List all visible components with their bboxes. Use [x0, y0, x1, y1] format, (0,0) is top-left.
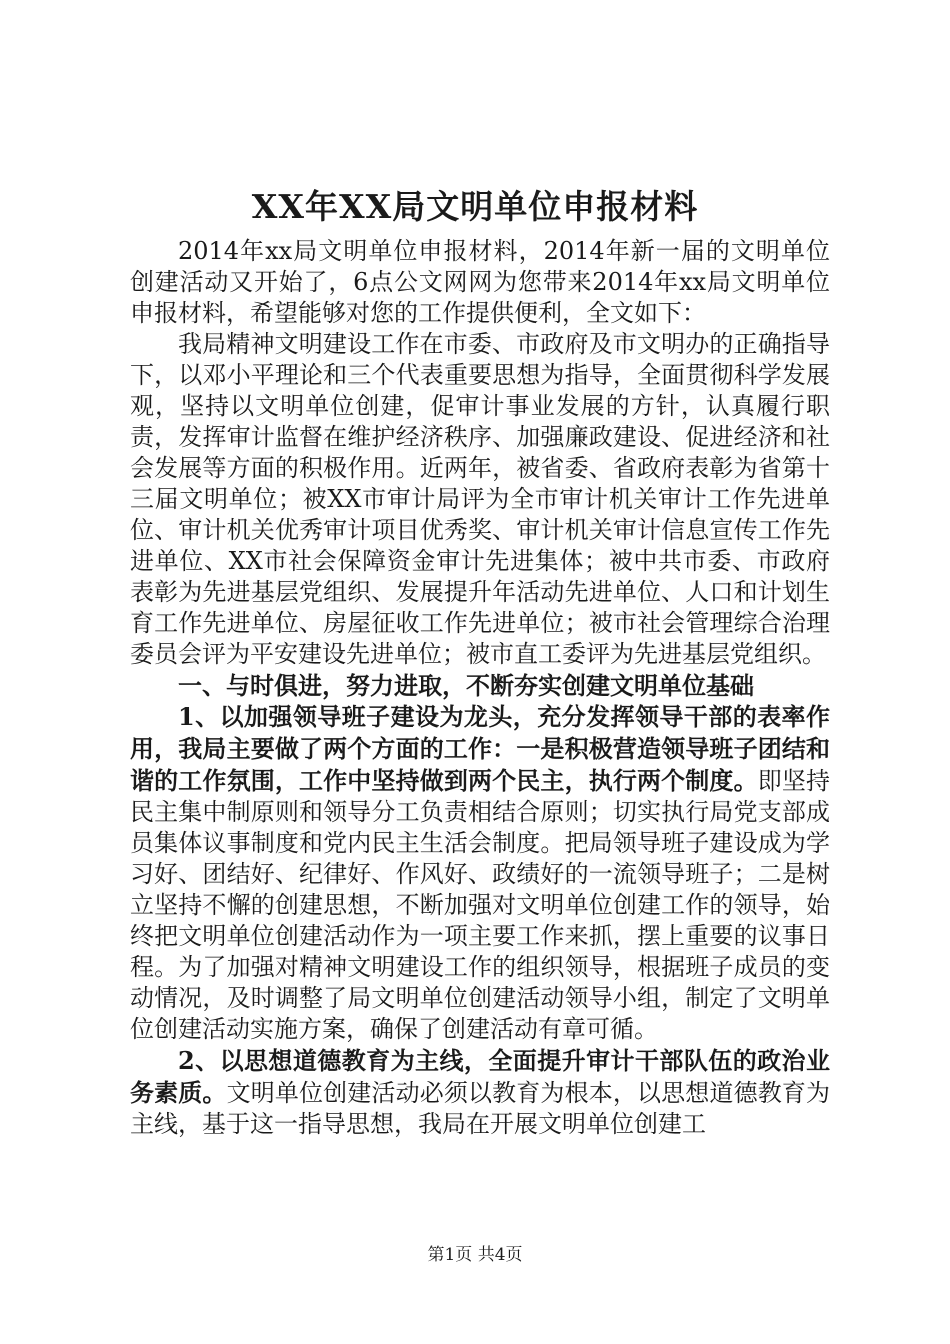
item-2-body: 文明单位创建活动必须以教育为根本，以思想道德教育为主线，基于这一指导思想，我局在开展文明单位创建工 — [130, 1079, 831, 1138]
overview-paragraph: 我局精神文明建设工作在市委、市政府及市文明办的正确指导下，以邓小平理论和三个代表重要思想为指导，全面贯彻科学发展观，坚持以文明单位创建，促审计事业发展的方针，认真履行职责，发挥审计监督在维护经济秩序、加强廉政建设、促进经济和社会发展等方面的积极作用。近两年，被省委、省政府表彰为省第十三届文明单位；被XX市审计局评为全市审计机关审计工作先进单位、审计机关优秀审计项目优秀奖、审计机关审计信息宣传工作先进单位、XX市社会保障资金审计先进集体；被中共市委、市政府表彰为先进基层党组织、发展提升年活动先进单位、人口和计划生育工作先进单位、房屋征收工作先进单位；被市社会管理综合治理委员会评为平安建设先进单位；被市直工委评为先进基层党组织。 — [130, 330, 830, 668]
section-heading: 一、与时俱进，努力进取，不断夯实创建文明单位基础 — [178, 671, 754, 700]
page-footer: 第1页 共4页 — [427, 1245, 523, 1265]
item-2-paragraph — [130, 1045, 830, 1140]
document-body — [130, 236, 830, 1140]
intro-paragraph: 2014年xx局文明单位申报材料，2014年新一届的文明单位创建活动又开始了，6点公文网网为您带来2014年xx局文明单位申报材料，希望能够对您的工作提供便利，全文如下： — [130, 237, 830, 327]
item-1-paragraph — [130, 701, 830, 1045]
item-2-lead: 2、以思想道德教育为主线，全面提升审计干部队伍的政治业务素质。 — [130, 1046, 830, 1107]
item-1-body: 即坚持民主集中制原则和领导分工负责相结合原则；切实执行局党支部成员集体议事制度和党内民主生活会制度。把局领导班子建设成为学习好、团结好、纪律好、作风好、政绩好的一流领导班子；二是树立坚持不懈的创建思想，不断加强对文明单位创建工作的领导，始终把文明单位创建活动作为一项主要工作来抓，摆上重要的议事日程。为了加强对精神文明建设工作的组织领导，根据班子成员的变动情况，及时调整了局文明单位创建活动领导小组，制定了文明单位创建活动实施方案，确保了创建活动有章可循。 — [130, 767, 831, 1043]
item-1-lead: 1、以加强领导班子建设为龙头，充分发挥领导干部的表率作用，我局主要做了两个方面的工作：一是积极营造领导班子团结和谐的工作氛围，工作中坚持做到两个民主，执行两个制度。 — [130, 702, 830, 795]
document-title: XX年XX局文明单位申报材料 — [251, 187, 699, 226]
